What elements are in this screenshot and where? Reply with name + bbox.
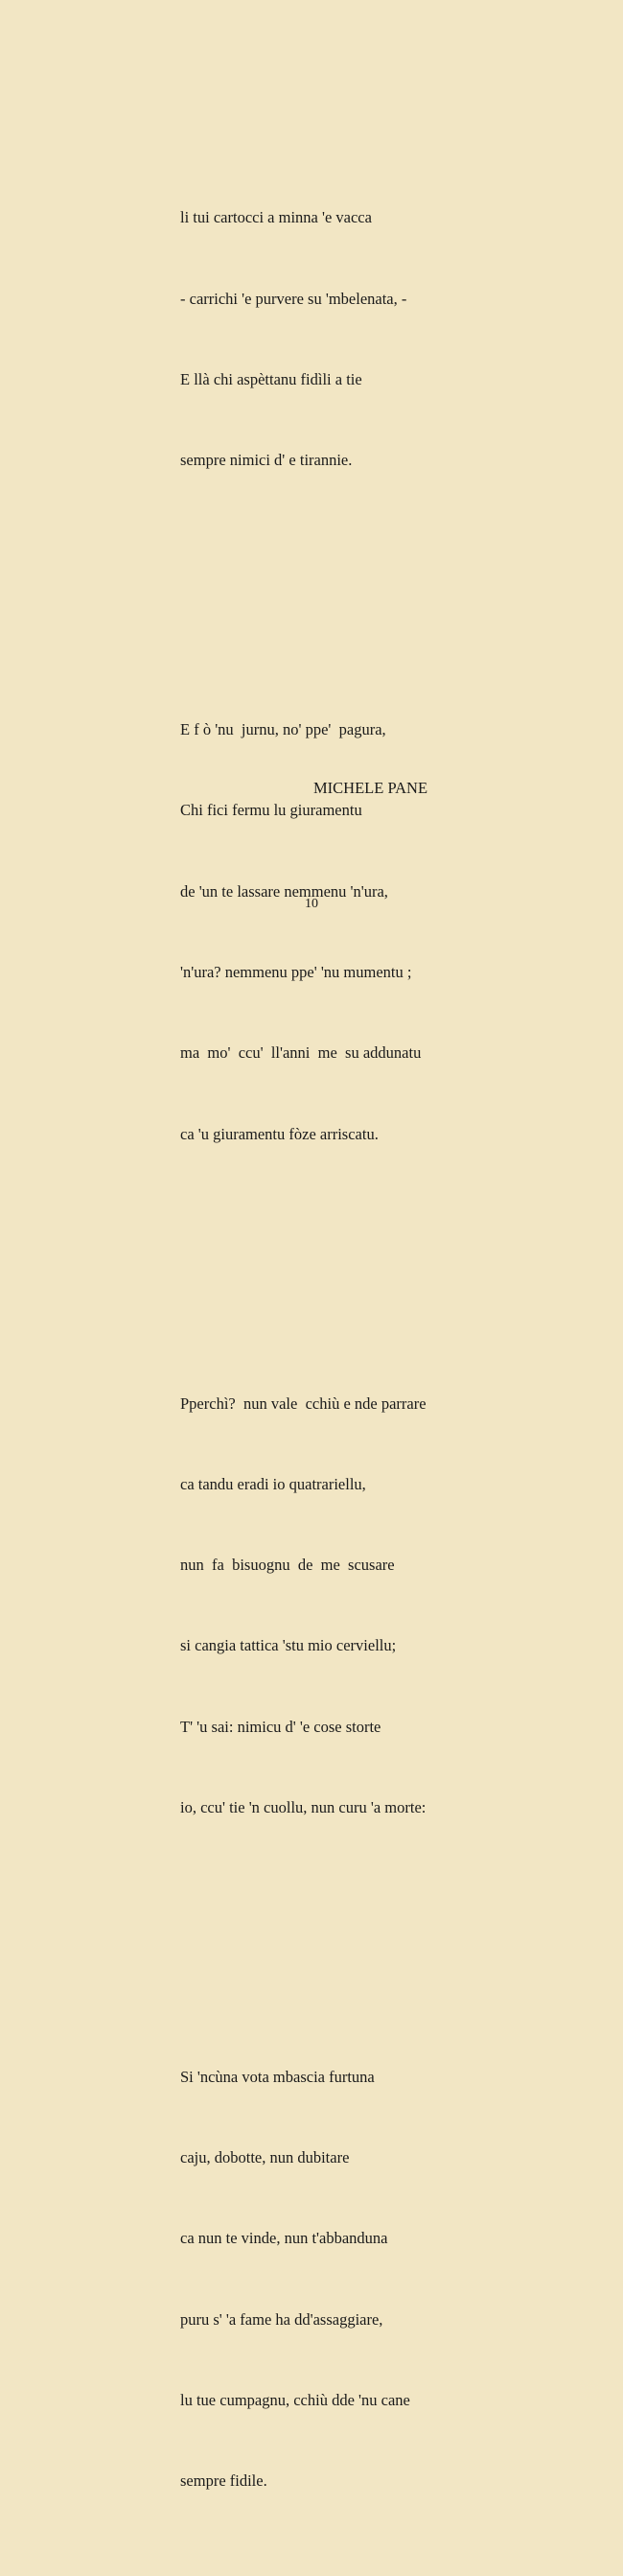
poem-line: Pperchì? nun vale cchiù e nde parrare <box>180 1393 427 1413</box>
poem <box>180 97 468 2576</box>
poem-line: li tui cartocci a minna 'e vacca <box>180 208 372 227</box>
stanza-2 <box>180 663 468 1202</box>
page-number: 10 <box>305 897 318 911</box>
poem-line: ma mo' ccu' ll'anni me su addunatu <box>180 1043 422 1063</box>
poem-line: ca nun te vinde, nun t'abbanduna <box>180 2229 388 2248</box>
poem-line: sempre fidile. <box>180 2471 267 2491</box>
stanza-1 <box>180 151 468 527</box>
poem-line: sempre nimici d' e tirannie. <box>180 451 353 470</box>
poem-author: MICHELE PANE <box>313 779 428 797</box>
poem-line: lu tue cumpagnu, cchiù dde 'nu cane <box>180 2390 410 2409</box>
poem-line: ca 'u giuramentu fòze arriscatu. <box>180 1124 379 1143</box>
poem-line: - carrichi 'e purvere su 'mbelenata, - <box>180 289 407 308</box>
poem-line: de 'un te lassare nemmenu 'n'ura, <box>180 881 388 901</box>
poem-line: Si 'ncùna vota mbascia furtuna <box>180 2067 375 2086</box>
poem-line: 'n'ura? nemmenu ppe' 'nu mumentu ; <box>180 963 412 981</box>
stanza-4 <box>180 2010 468 2549</box>
poem-line: Chi fici fermu lu giuramentu <box>180 801 362 820</box>
poem-line: nun fa bisuognu de me scusare <box>180 1556 395 1575</box>
poem-line: T' 'u sai: nimicu d' 'e cose storte <box>180 1717 381 1736</box>
stanza-gap <box>180 1929 468 1955</box>
stanza-3 <box>180 1336 468 1875</box>
poem-line: E f ò 'nu jurnu, no' ppe' pagura, <box>180 720 386 739</box>
poem-line: si cangia tattica 'stu mio cerviellu; <box>180 1636 397 1655</box>
poem-line: ca tandu eradi io quatrariellu, <box>180 1474 366 1493</box>
poem-line: caju, dobotte, nun dubitare <box>180 2148 350 2167</box>
poem-line: io, ccu' tie 'n cuollu, nun curu 'a morte: <box>180 1797 427 1816</box>
poem-line: E llà chi aspèttanu fidìli a tie <box>180 369 362 388</box>
stanza-gap <box>180 582 468 609</box>
stanza-gap <box>180 1255 468 1282</box>
poem-line: puru s' 'a fame ha dd'assaggiare, <box>180 2309 383 2329</box>
